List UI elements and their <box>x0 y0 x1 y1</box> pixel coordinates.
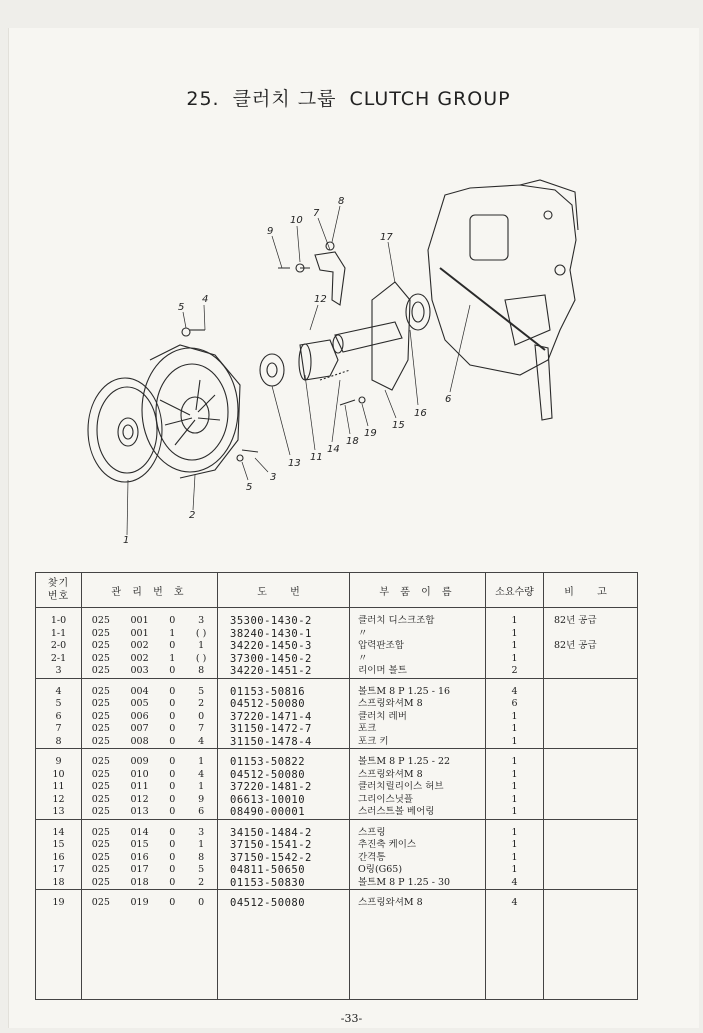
table-header-row <box>36 573 638 608</box>
management-part-2: 004 <box>130 685 149 697</box>
callout-15: 15 <box>392 420 405 431</box>
index-cell <box>36 749 82 820</box>
management-part-4: 1 <box>198 839 205 850</box>
callout-10: 10 <box>290 215 303 226</box>
index-number: 10 <box>52 768 65 780</box>
management-part-2: 012 <box>130 793 149 805</box>
quantity-cell <box>486 819 544 890</box>
part-number: 04811-50650 <box>230 864 306 876</box>
part-number: 31150-1478-4 <box>230 735 312 748</box>
part-name: 클러치 레버 <box>358 710 407 722</box>
remarks <box>544 665 637 678</box>
title-english: CLUTCH GROUP <box>349 88 511 110</box>
remarks <box>544 806 637 819</box>
index-number: 9 <box>55 756 62 767</box>
part-name-cell <box>350 890 486 1000</box>
table-group-row <box>36 678 638 749</box>
management-part-2: 018 <box>130 876 149 888</box>
management-part-2: 019 <box>130 897 149 908</box>
part-number: 04512-50080 <box>230 698 306 710</box>
management-part-2: 003 <box>130 665 149 676</box>
management-part-1: 025 <box>91 723 110 734</box>
page-number: -33- <box>340 1012 363 1025</box>
management-part-3: 0 <box>169 756 176 767</box>
management-number <box>82 877 217 890</box>
callout-9: 9 <box>267 226 274 237</box>
index-number: 11 <box>52 781 65 792</box>
part-number-cell <box>218 890 350 1000</box>
table-group-row <box>36 890 638 1000</box>
quantity: 1 <box>511 826 518 838</box>
quantity: 1 <box>511 839 518 850</box>
management-part-1: 025 <box>91 826 110 838</box>
title-korean: 클러치 그룹 <box>232 88 337 110</box>
part-name-cell <box>350 749 486 820</box>
management-number <box>82 698 217 711</box>
quantity: 1 <box>511 806 518 817</box>
part-name: 포크 <box>358 723 377 734</box>
part-name: 볼트M 8 P 1.25 - 30 <box>358 876 451 888</box>
header-index-line1: 찾기 <box>47 578 70 589</box>
callout-13: 13 <box>288 458 301 469</box>
part-number: 37150-1541-2 <box>230 839 312 851</box>
part-number-cell <box>218 608 350 679</box>
callout-12: 12 <box>314 294 327 305</box>
remarks <box>544 794 637 807</box>
callout-5a: 5 <box>178 302 185 313</box>
management-number <box>82 769 217 782</box>
management-number <box>82 628 217 641</box>
management-part-4: ( ) <box>195 652 207 664</box>
header-qty: 소요수량 <box>486 573 544 608</box>
part-number: 34220-1450-3 <box>230 640 312 652</box>
management-part-3: 0 <box>169 793 176 805</box>
part-name: 볼트M 8 P 1.25 - 22 <box>358 756 451 767</box>
management-part-1: 025 <box>91 735 110 747</box>
management-part-1: 025 <box>91 652 110 664</box>
release-fork <box>278 242 345 305</box>
quantity: 1 <box>511 768 518 780</box>
management-part-1: 025 <box>91 839 110 850</box>
management-part-3: 0 <box>169 615 176 626</box>
management-part-3: 0 <box>169 806 176 817</box>
management-part-1: 025 <box>91 897 110 908</box>
part-number: 04512-50080 <box>230 897 306 909</box>
callout-6: 6 <box>445 394 452 405</box>
management-part-3: 1 <box>169 627 176 639</box>
management-number <box>82 736 217 749</box>
management-part-2: 001 <box>130 627 149 639</box>
remarks <box>544 698 637 711</box>
quantity-cell <box>486 608 544 679</box>
management-cell <box>82 819 218 890</box>
index-number: 4 <box>55 685 62 697</box>
management-part-1: 025 <box>91 851 110 863</box>
callout-1: 1 <box>123 535 130 546</box>
management-part-1: 025 <box>91 806 110 817</box>
management-part-2: 009 <box>130 756 149 767</box>
callout-11: 11 <box>310 452 323 463</box>
management-part-1: 025 <box>91 876 110 888</box>
management-part-2: 010 <box>130 768 149 780</box>
header-management: 관 리 번 호 <box>82 573 218 608</box>
management-part-4: 8 <box>198 851 205 863</box>
remarks <box>544 723 637 736</box>
part-number: 37300-1450-2 <box>230 652 312 665</box>
part-number: 08490-00001 <box>230 806 306 818</box>
parts-table <box>35 572 638 1000</box>
management-part-3: 0 <box>169 735 176 747</box>
remarks <box>544 711 637 724</box>
part-number: 37220-1481-2 <box>230 781 312 793</box>
clutch-disc <box>88 378 162 482</box>
management-part-2: 013 <box>130 806 149 817</box>
callout-16: 16 <box>414 408 427 419</box>
part-number: 37150-1542-2 <box>230 851 312 864</box>
remarks <box>544 736 637 749</box>
quantity: 1 <box>511 723 518 734</box>
part-name: 추진축 케이스 <box>358 839 417 850</box>
remarks <box>544 839 637 852</box>
management-part-3: 0 <box>169 723 176 734</box>
part-number-cell <box>218 819 350 890</box>
index-number: 15 <box>52 839 65 850</box>
part-name: 스프링와셔M 8 <box>358 768 423 780</box>
management-part-1: 025 <box>91 627 110 639</box>
quantity: 4 <box>511 897 518 908</box>
management-cell <box>82 749 218 820</box>
remarks <box>544 756 637 769</box>
management-part-3: 0 <box>169 876 176 888</box>
quantity: 1 <box>511 652 518 664</box>
part-name-cell <box>350 819 486 890</box>
management-number <box>82 839 217 852</box>
management-part-1: 025 <box>91 685 110 697</box>
remarks <box>544 897 637 910</box>
index-number: 12 <box>52 793 65 805</box>
remarks <box>544 653 637 666</box>
part-name: 그리이스닛플 <box>358 793 414 805</box>
management-part-4: 0 <box>198 897 205 908</box>
management-part-2: 002 <box>130 640 149 651</box>
part-name: 압력판조합 <box>358 640 404 651</box>
header-index <box>36 573 82 608</box>
part-number: 01153-50822 <box>230 756 306 768</box>
part-name: 리이머 볼트 <box>358 665 407 676</box>
remarks <box>544 686 637 699</box>
header-remarks: 비 고 <box>544 573 638 608</box>
callout-18: 18 <box>346 436 359 447</box>
callout-2: 2 <box>189 510 196 521</box>
management-part-4: 8 <box>198 665 205 676</box>
index-number: 19 <box>52 897 65 908</box>
management-part-2: 016 <box>130 851 149 863</box>
management-part-4: 1 <box>198 640 205 651</box>
management-part-2: 005 <box>130 698 149 709</box>
part-number: 34150-1484-2 <box>230 826 312 839</box>
management-cell <box>82 890 218 1000</box>
index-number: 18 <box>52 876 65 888</box>
part-name: 스러스트볼 베어링 <box>358 806 435 817</box>
index-number: 3 <box>55 665 62 676</box>
callout-14: 14 <box>327 444 340 455</box>
management-part-4: 2 <box>198 876 205 888</box>
management-part-4: 0 <box>198 710 205 722</box>
part-number: 38240-1430-1 <box>230 627 312 640</box>
part-number: 06613-10010 <box>230 793 306 806</box>
management-part-3: 0 <box>169 781 176 792</box>
management-part-2: 001 <box>130 615 149 626</box>
callout-3: 3 <box>270 472 277 483</box>
table-group-row <box>36 749 638 820</box>
management-part-3: 0 <box>169 640 176 651</box>
part-number: 01153-50816 <box>230 685 306 698</box>
management-part-1: 025 <box>91 665 110 676</box>
part-name: 〃 <box>358 652 368 664</box>
management-number <box>82 864 217 877</box>
header-part-no: 도 번 <box>218 573 350 608</box>
remarks: 82년 공급 <box>554 640 597 651</box>
quantity: 1 <box>511 640 518 651</box>
management-number <box>82 827 217 840</box>
part-number: 37220-1471-4 <box>230 710 312 723</box>
part-number-cell <box>218 678 350 749</box>
management-part-1: 025 <box>91 756 110 767</box>
remarks-cell <box>544 678 638 749</box>
release-hub <box>299 340 338 380</box>
index-number: 7 <box>55 723 62 734</box>
management-part-4: 1 <box>198 781 205 792</box>
part-number-cell <box>218 749 350 820</box>
quantity: 1 <box>511 627 518 639</box>
part-number: 31150-1472-7 <box>230 723 312 735</box>
management-number <box>82 852 217 865</box>
quantity: 4 <box>511 685 518 697</box>
management-cell <box>82 608 218 679</box>
index-number: 6 <box>55 710 62 722</box>
remarks <box>544 769 637 782</box>
management-part-1: 025 <box>91 615 110 626</box>
quantity: 1 <box>511 710 518 722</box>
remarks <box>544 827 637 840</box>
quantity: 2 <box>511 665 518 676</box>
management-part-3: 0 <box>169 685 176 697</box>
management-part-3: 0 <box>169 851 176 863</box>
index-cell <box>36 890 82 1000</box>
index-number: 16 <box>52 851 65 863</box>
quantity: 1 <box>511 615 518 626</box>
management-part-3: 1 <box>169 652 176 664</box>
index-number: 5 <box>55 698 62 709</box>
management-number <box>82 806 217 819</box>
management-part-4: 5 <box>198 864 205 875</box>
management-part-4: 4 <box>198 735 205 747</box>
management-part-4: 4 <box>198 768 205 780</box>
part-name: 스프링와셔M 8 <box>358 897 423 908</box>
index-number: 13 <box>52 806 65 817</box>
remarks-cell <box>544 819 638 890</box>
management-part-3: 0 <box>169 839 176 850</box>
header-index-line2: 번호 <box>47 591 70 602</box>
management-part-2: 014 <box>130 826 149 838</box>
part-name: 클러치릴리이스 허브 <box>358 781 444 792</box>
index-cell <box>36 678 82 749</box>
management-part-4: 2 <box>198 698 205 709</box>
management-part-4: 5 <box>198 685 205 697</box>
management-part-3: 0 <box>169 864 176 875</box>
quantity: 1 <box>511 793 518 805</box>
remarks-cell <box>544 890 638 1000</box>
management-number <box>82 665 217 678</box>
management-part-1: 025 <box>91 768 110 780</box>
management-part-1: 025 <box>91 864 110 875</box>
index-number: 17 <box>52 864 65 875</box>
management-part-2: 002 <box>130 652 149 664</box>
index-number: 8 <box>55 735 62 747</box>
part-name: 스프링와셔M 8 <box>358 698 423 709</box>
table-group-row <box>36 608 638 679</box>
management-number <box>82 794 217 807</box>
quantity: 6 <box>511 698 518 709</box>
management-part-3: 0 <box>169 768 176 780</box>
management-number <box>82 615 217 628</box>
management-part-3: 0 <box>169 710 176 722</box>
callout-8: 8 <box>338 196 345 207</box>
management-part-4: 9 <box>198 793 205 805</box>
callout-19: 19 <box>364 428 377 439</box>
part-name: 포크 키 <box>358 735 389 747</box>
management-number <box>82 640 217 653</box>
callout-7: 7 <box>313 208 320 219</box>
part-name: 클러치 디스크조합 <box>358 615 435 626</box>
management-number <box>82 653 217 666</box>
quantity: 1 <box>511 756 518 767</box>
management-part-3: 0 <box>169 698 176 709</box>
management-part-1: 025 <box>91 698 110 709</box>
part-name: O링(G65) <box>358 864 403 875</box>
part-name: 간격통 <box>358 851 386 863</box>
quantity-cell <box>486 749 544 820</box>
index-number: 1-0 <box>50 615 67 626</box>
management-part-1: 025 <box>91 793 110 805</box>
management-part-4: 3 <box>198 826 205 838</box>
transmission-housing <box>428 180 578 420</box>
header-name: 부 품 이 름 <box>350 573 486 608</box>
management-part-2: 006 <box>130 710 149 722</box>
management-part-1: 025 <box>91 781 110 792</box>
management-number <box>82 897 217 910</box>
quantity: 4 <box>511 876 518 888</box>
quantity: 1 <box>511 851 518 863</box>
management-part-4: 7 <box>198 723 205 734</box>
management-part-2: 007 <box>130 723 149 734</box>
shaft-sleeve <box>333 322 402 353</box>
management-number <box>82 723 217 736</box>
management-number <box>82 711 217 724</box>
management-part-4: 1 <box>198 756 205 767</box>
part-number: 35300-1430-2 <box>230 615 312 627</box>
title-number: 25. <box>186 88 220 110</box>
remarks <box>544 628 637 641</box>
management-part-3: 0 <box>169 826 176 838</box>
management-part-1: 025 <box>91 640 110 651</box>
index-number: 1-1 <box>50 627 67 639</box>
remarks-cell <box>544 608 638 679</box>
part-name-cell <box>350 678 486 749</box>
management-cell <box>82 678 218 749</box>
callout-17: 17 <box>380 232 393 243</box>
management-part-4: 6 <box>198 806 205 817</box>
index-number: 2-1 <box>50 652 67 664</box>
remarks <box>544 877 637 890</box>
management-number <box>82 756 217 769</box>
callout-5b: 5 <box>246 482 253 493</box>
management-part-2: 008 <box>130 735 149 747</box>
remarks <box>544 864 637 877</box>
management-part-2: 015 <box>130 839 149 850</box>
remarks <box>544 781 637 794</box>
quantity: 1 <box>511 781 518 792</box>
management-number <box>82 686 217 699</box>
remarks-cell <box>544 749 638 820</box>
part-name-cell <box>350 608 486 679</box>
quantity-cell <box>486 890 544 1000</box>
part-number: 04512-50080 <box>230 768 306 781</box>
part-number: 34220-1451-2 <box>230 665 312 677</box>
remarks <box>544 852 637 865</box>
thrust-bearing <box>260 354 284 386</box>
management-number <box>82 781 217 794</box>
remarks: 82년 공급 <box>554 615 597 626</box>
quantity: 1 <box>511 735 518 747</box>
part-name: 〃 <box>358 627 368 639</box>
quantity-cell <box>486 678 544 749</box>
callout-4: 4 <box>202 294 209 305</box>
management-part-4: ( ) <box>195 627 207 639</box>
part-name: 스프링 <box>358 826 386 838</box>
index-cell <box>36 608 82 679</box>
index-cell <box>36 819 82 890</box>
part-name: 볼트M 8 P 1.25 - 16 <box>358 685 451 697</box>
management-part-3: 0 <box>169 665 176 676</box>
management-part-1: 025 <box>91 710 110 722</box>
table-group-row <box>36 819 638 890</box>
management-part-2: 017 <box>130 864 149 875</box>
management-part-2: 011 <box>130 781 149 792</box>
management-part-3: 0 <box>169 897 176 908</box>
index-number: 14 <box>52 826 65 838</box>
quantity: 1 <box>511 864 518 875</box>
management-part-4: 3 <box>198 615 205 626</box>
part-number: 01153-50830 <box>230 876 306 889</box>
index-number: 2-0 <box>50 640 67 651</box>
bolts <box>182 328 365 461</box>
